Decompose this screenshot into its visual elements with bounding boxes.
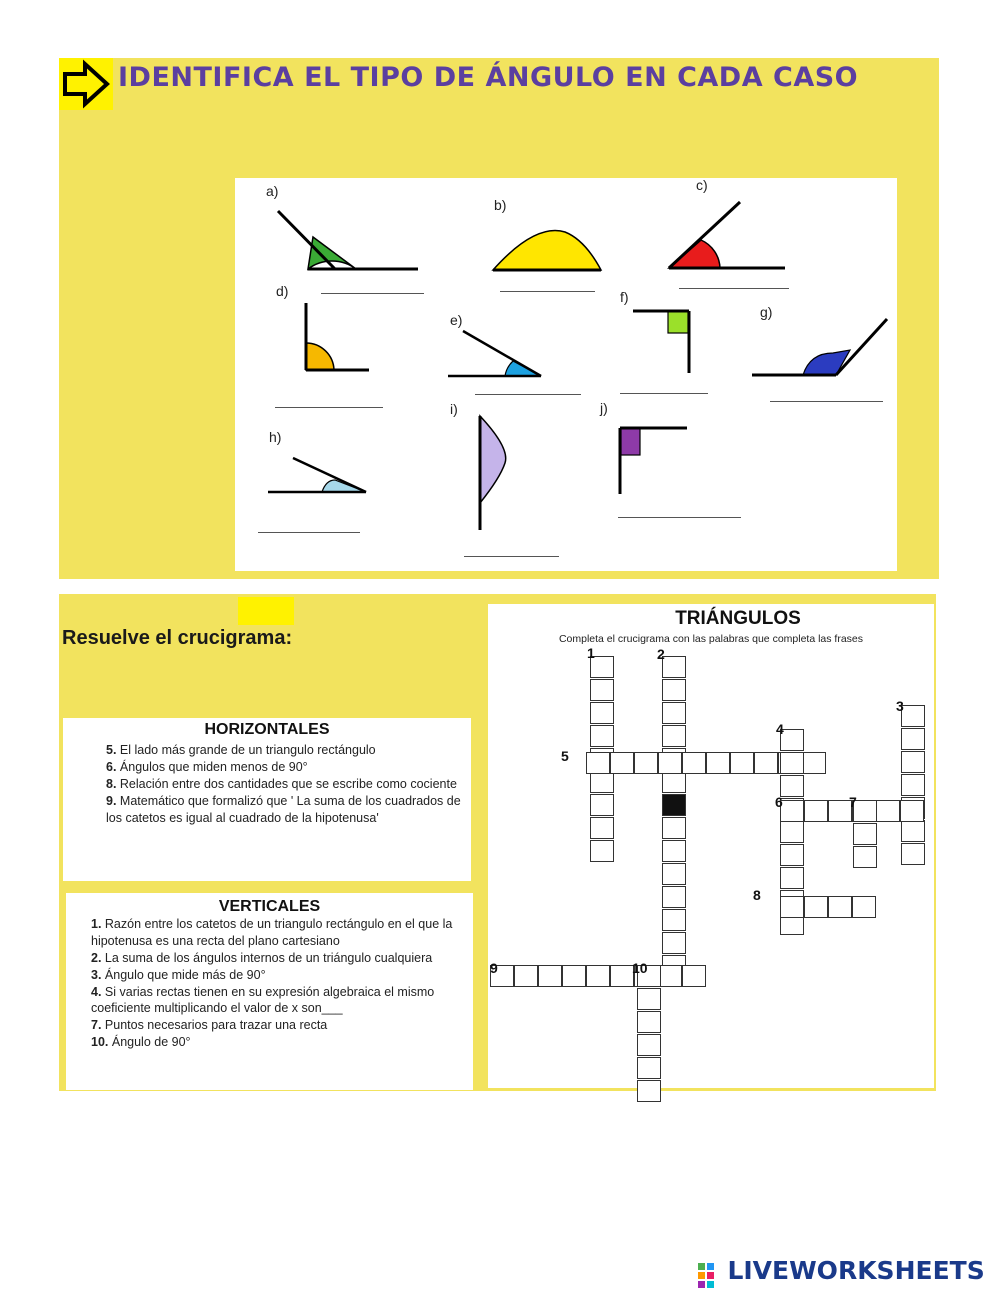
clue-number: 2.	[91, 950, 105, 965]
verticales-heading: VERTICALES	[218, 898, 321, 915]
angle-label-b: b)	[494, 197, 507, 213]
crossword-cell[interactable]	[662, 886, 686, 908]
clue-number: 8.	[106, 776, 120, 791]
clue-number: 7.	[91, 1018, 105, 1033]
clue-text: Puntos necesarios para trazar una recta	[104, 1018, 328, 1033]
clue-number: 1.	[91, 917, 105, 931]
crossword-cell[interactable]	[804, 896, 828, 918]
crossword-cell[interactable]	[586, 752, 610, 774]
crossword-cell[interactable]	[853, 846, 877, 868]
crossword-cell[interactable]	[901, 751, 925, 773]
crossword-cell[interactable]	[662, 771, 686, 793]
clue-text: Ángulo que mide más de 90°	[104, 967, 266, 982]
crossword-cell[interactable]	[804, 800, 828, 822]
crossword-cell[interactable]	[901, 843, 925, 865]
crossword-cell[interactable]	[586, 965, 610, 987]
crossword-cell[interactable]	[514, 965, 538, 987]
crossword-cell[interactable]	[780, 867, 804, 889]
clue-number: 9.	[106, 793, 120, 808]
crossword-cell[interactable]	[780, 775, 804, 797]
crossword-title: TRIÁNGULOS	[675, 608, 801, 629]
crossword-black-cell	[662, 794, 686, 816]
crossword-cell[interactable]	[637, 988, 661, 1010]
crossword-cell[interactable]	[662, 817, 686, 839]
crossword-cell[interactable]	[590, 725, 614, 747]
crossword-cell[interactable]	[590, 817, 614, 839]
angle-label-c: c)	[696, 177, 708, 193]
clue-text: Matemático que formalizó que ' La suma de los cuadrados de los catetos es igual al cuadrado de la hipotenusa'	[106, 793, 461, 825]
crossword-number-4: 4	[776, 721, 784, 737]
crossword-number-10: 10	[632, 960, 648, 976]
crossword-cell[interactable]	[662, 725, 686, 747]
crossword-cell[interactable]	[634, 752, 658, 774]
crossword-cell[interactable]	[706, 752, 730, 774]
clue-text: Ángulo de 90°	[111, 1035, 191, 1050]
crossword-cell[interactable]	[562, 965, 586, 987]
crossword-cell[interactable]	[590, 771, 614, 793]
angle-label-e: e)	[450, 312, 463, 328]
crossword-cell[interactable]	[780, 800, 804, 822]
crossword-subtitle: Completa el crucigrama con las palabras que completa las frases	[558, 633, 864, 645]
crossword-cell[interactable]	[538, 965, 562, 987]
crossword-cell[interactable]	[780, 896, 804, 918]
crossword-cell[interactable]	[682, 752, 706, 774]
crossword-cell[interactable]	[682, 965, 706, 987]
angle-label-j: j)	[600, 400, 608, 416]
crossword-cell[interactable]	[637, 1034, 661, 1056]
crossword-cell[interactable]	[637, 1080, 661, 1102]
crossword-cell[interactable]	[590, 702, 614, 724]
crossword-cell[interactable]	[780, 844, 804, 866]
crossword-cell[interactable]	[662, 863, 686, 885]
crossword-cell[interactable]	[662, 840, 686, 862]
crossword-cell[interactable]	[590, 794, 614, 816]
angle-label-g: g)	[760, 304, 773, 320]
crossword-number-1: 1	[587, 645, 595, 661]
clue-text: Razón entre los catetos de un triangulo rectángulo en el que la hipotenusa es una recta del plano cartesiano	[91, 917, 453, 948]
clue-number: 10.	[91, 1035, 112, 1050]
angle-label-d: d)	[276, 283, 289, 299]
clue-text: Relación entre dos cantidades que se escribe como cociente	[119, 776, 457, 791]
crossword-cell[interactable]	[662, 932, 686, 954]
crossword-number-9: 9	[490, 960, 498, 976]
crossword-cell[interactable]	[610, 965, 634, 987]
clue-text: Ángulos que miden menos de 90°	[119, 759, 308, 774]
crossword-cell[interactable]	[901, 774, 925, 796]
crossword-cell[interactable]	[658, 752, 682, 774]
crossword-cell[interactable]	[662, 679, 686, 701]
crossword-cell[interactable]	[662, 656, 686, 678]
crossword-cell[interactable]	[590, 679, 614, 701]
crossword-cell[interactable]	[590, 840, 614, 862]
clue-text: El lado más grande de un triangulo rectángulo	[119, 743, 376, 757]
crossword-number-5: 5	[561, 748, 569, 764]
clue-text: Si varias rectas tienen en su expresión algebraica el mismo coeficiente multiplicando el valor de x son___	[91, 984, 435, 1016]
angle-label-i: i)	[450, 401, 458, 417]
crossword-cell[interactable]	[901, 820, 925, 842]
crossword-cell[interactable]	[900, 800, 924, 822]
liveworksheets-logo-icon	[697, 1262, 723, 1288]
crossword-cell[interactable]	[780, 752, 804, 774]
crossword-cell[interactable]	[853, 823, 877, 845]
crossword-cell[interactable]	[901, 705, 925, 727]
angle-label-f: f)	[620, 289, 629, 305]
crossword-number-2: 2	[657, 646, 665, 662]
crossword-cell[interactable]	[780, 821, 804, 843]
angle-label-h: h)	[269, 429, 282, 445]
crossword-heading: Resuelve el crucigrama:	[62, 627, 293, 649]
clue-number: 3.	[91, 967, 105, 982]
crossword-cell[interactable]	[901, 728, 925, 750]
crossword-cell[interactable]	[662, 909, 686, 931]
crossword-number-8: 8	[753, 887, 761, 903]
angle-label-a: a)	[266, 183, 279, 199]
liveworksheets-logo	[697, 1256, 985, 1286]
crossword-number-3: 3	[896, 698, 904, 714]
crossword-number-6: 6	[775, 794, 783, 810]
crossword-cell[interactable]	[610, 752, 634, 774]
crossword-cell[interactable]	[637, 1057, 661, 1079]
crossword-cell[interactable]	[730, 752, 754, 774]
crossword-cell[interactable]	[852, 896, 876, 918]
horizontales-heading: HORIZONTALES	[204, 721, 330, 738]
crossword-cell[interactable]	[828, 896, 852, 918]
clue-number: 5.	[106, 743, 120, 757]
crossword-cell[interactable]	[876, 800, 900, 822]
crossword-cell[interactable]	[637, 1011, 661, 1033]
clue-number: 6.	[106, 759, 120, 774]
crossword-cell[interactable]	[658, 965, 682, 987]
clue-number: 4.	[91, 984, 105, 999]
logo-text: LIVEWORKSHEETS	[727, 1256, 985, 1285]
crossword-cell[interactable]	[754, 752, 778, 774]
crossword-cell[interactable]	[802, 752, 826, 774]
crossword-number-7: 7	[849, 794, 857, 810]
clue-text: La suma de los ángulos internos de un triángulo cualquiera	[104, 950, 433, 965]
crossword-cell[interactable]	[662, 702, 686, 724]
page-title: IDENTIFICA EL TIPO DE ÁNGULO EN CADA CASO	[118, 62, 859, 93]
